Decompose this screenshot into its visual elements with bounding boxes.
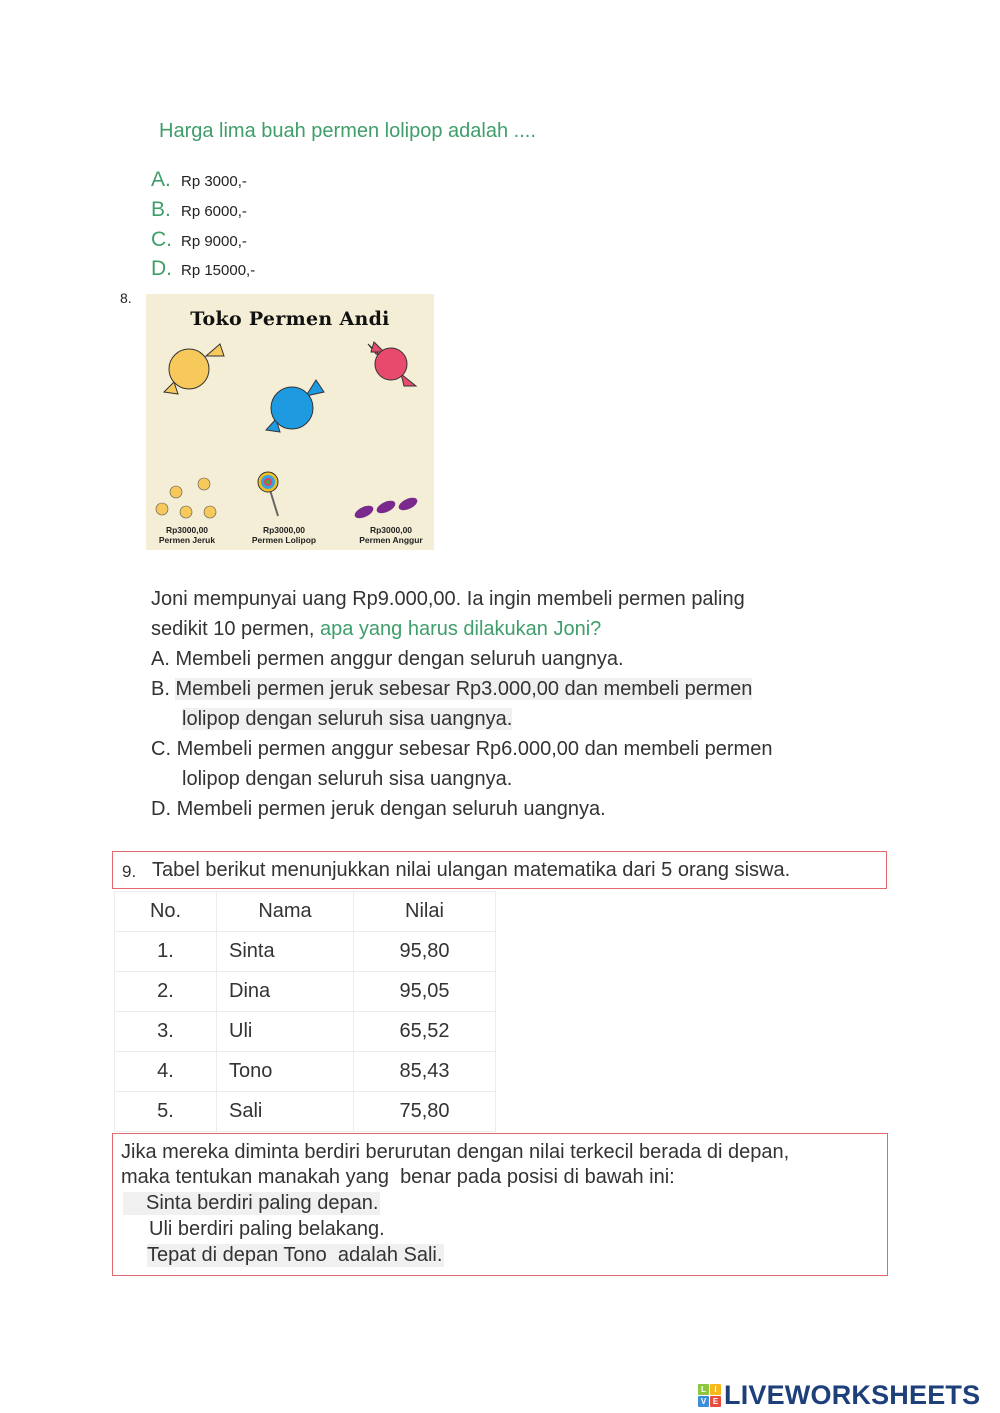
statement-3[interactable]: Tepat di depan Tono adalah Sali. [147, 1244, 443, 1266]
q8-option-b[interactable]: B. Membeli permen jeruk sebesar Rp3.000,00 dan membeli permen lolipop dengan seluruh sisa uangnya. [151, 678, 753, 730]
option-text: Rp 15000,- [181, 262, 256, 279]
table-row [115, 1052, 496, 1092]
brand-name: LIVEWORKSHEETS [724, 1380, 981, 1410]
option-letter: B. [151, 198, 171, 221]
option-text: Rp 3000,- [181, 173, 247, 190]
question-8-ask: apa yang harus dilakukan Joni? [319, 618, 602, 640]
cell-nilai: 75,80 [354, 1092, 496, 1132]
question-9-number: 9. [122, 862, 137, 881]
table-row [115, 1012, 496, 1052]
item-permen-jeruk: Rp3000,00 Permen Jeruk [158, 525, 216, 545]
cell-nama: Sinta [217, 932, 354, 972]
cell-nilai: 95,05 [354, 972, 496, 1012]
table-row [115, 932, 496, 972]
cell-nilai: 65,52 [354, 1012, 496, 1052]
q8-option-a[interactable]: A. Membeli permen anggur dengan seluruh uangnya. [151, 648, 624, 670]
liveworksheets-logo [698, 1380, 980, 1411]
option-letter: A. [151, 168, 171, 191]
cell-no: 5. [115, 1092, 217, 1132]
logo-tiles-icon: L I V E [698, 1384, 721, 1407]
question-9-stem: Tabel berikut menunjukkan nilai ulangan matematika dari 5 orang siswa. [152, 859, 791, 881]
cell-no: 1. [115, 932, 217, 972]
header-nama: Nama [217, 892, 354, 932]
instruction-line-1: Jika mereka diminta berdiri berurutan dengan nilai terkecil berada di depan, [121, 1141, 790, 1163]
option-text: Rp 9000,- [181, 233, 247, 250]
yellow-candy-icon [164, 344, 224, 394]
cell-nilai: 95,80 [354, 932, 496, 972]
blue-candy-icon [266, 380, 324, 432]
option-letter: C. [151, 228, 172, 251]
header-nilai: Nilai [354, 892, 496, 932]
q7-option-d[interactable] [151, 257, 255, 281]
pink-candy-icon [368, 342, 416, 386]
candy-shop-illustration [146, 294, 434, 550]
statement-1[interactable]: Sinta berdiri paling depan. [123, 1192, 380, 1215]
question-9-instruction-box [112, 1133, 888, 1276]
cell-nama: Sali [217, 1092, 354, 1132]
cell-nama: Dina [217, 972, 354, 1012]
candy-drawings [146, 294, 434, 550]
cell-no: 2. [115, 972, 217, 1012]
item-permen-anggur: Rp3000,00 Permen Anggur [359, 525, 423, 545]
question-9-stem-box [112, 851, 887, 889]
cell-nama: Tono [217, 1052, 354, 1092]
header-no: No. [115, 892, 217, 932]
table-row [115, 1092, 496, 1132]
scores-table [114, 891, 496, 1132]
shop-title: Toko Permen Andi [190, 308, 390, 330]
q7-option-b[interactable] [151, 198, 247, 222]
item-permen-lolipop: Rp3000,00 Permen Lolipop [251, 525, 317, 545]
q7-option-a[interactable] [151, 168, 247, 192]
q8-option-c[interactable]: C. Membeli permen anggur sebesar Rp6.000,00 dan membeli permen lolipop dengan seluruh sisa uangnya. [151, 738, 773, 790]
question-7-prompt: Harga lima buah permen lolipop adalah .... [159, 120, 536, 142]
orange-candies-icon [156, 478, 216, 518]
cell-no: 3. [115, 1012, 217, 1052]
table-row [115, 972, 496, 1012]
question-8-number: 8. [120, 290, 132, 306]
option-text: Rp 6000,- [181, 203, 247, 220]
cell-no: 4. [115, 1052, 217, 1092]
cell-nilai: 85,43 [354, 1052, 496, 1092]
cell-nama: Uli [217, 1012, 354, 1052]
q7-option-c[interactable] [151, 228, 247, 252]
table-header-row [115, 892, 496, 932]
option-letter: D. [151, 257, 172, 280]
statement-2[interactable]: Uli berdiri paling belakang. [149, 1218, 385, 1240]
lollipop-icon [258, 472, 278, 516]
question-8-stem: Joni mempunyai uang Rp9.000,00. Ia ingin membeli permen paling sedikit 10 permen, apa yang harus dilakukan Joni? [151, 588, 745, 640]
instruction-line-2: maka tentukan manakah yang benar pada posisi di bawah ini: [121, 1166, 675, 1188]
q8-option-d[interactable]: D. Membeli permen jeruk dengan seluruh uangnya. [151, 798, 606, 820]
grape-candies-icon [353, 495, 419, 521]
